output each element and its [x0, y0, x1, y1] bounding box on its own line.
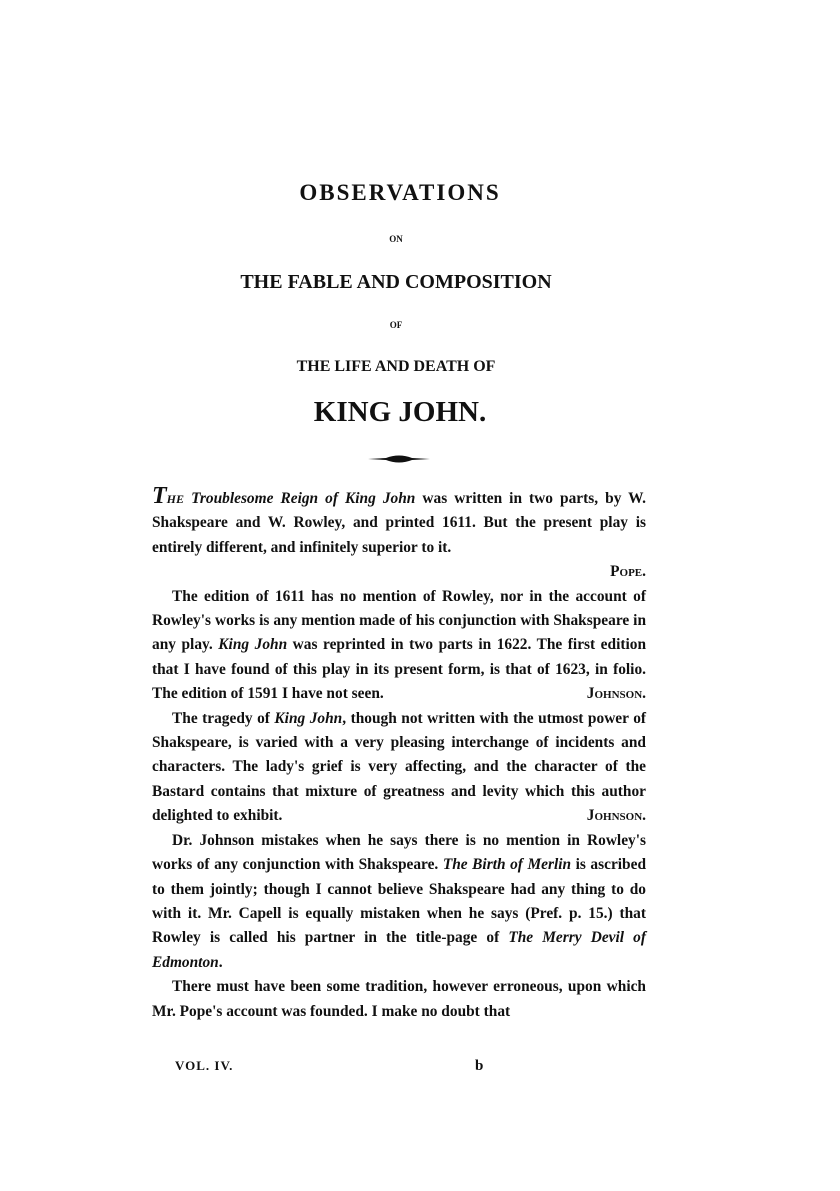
paragraph-5-text: There must have been some tradition, however erroneous, upon which Mr. Pope's account was founded. I make no doubt that: [152, 978, 646, 1020]
paragraph-3: [152, 707, 646, 829]
signature-pope: Pope.: [610, 563, 646, 581]
drop-cap-rest: HE: [166, 492, 185, 506]
paragraph-4-text-a: Dr. Johnson mistakes when he says there is no mention in Rowley's works of any conjunction with Shakspeare.: [152, 831, 646, 874]
italic-title: Troublesome Reign of King John: [191, 490, 416, 507]
paragraph-4: [152, 829, 646, 975]
signature-johnson-2: Johnson.: [586, 807, 646, 825]
paragraph-3-italic: King John: [274, 709, 343, 727]
ornament-rule-icon: [368, 452, 430, 466]
paragraph-3-text-b: , though not written with the utmost power of Shakspeare, is varied with a very pleasing interchange of incidents and characters. The lady's grief is very affecting, and the character of the Bastard contains that mixture of greatness and levity which this author delighted to exhibit.: [152, 709, 647, 825]
paragraph-5: [152, 975, 646, 1024]
heading-of: OF: [389, 320, 403, 330]
paragraph-4-italic-a: The Birth of Merlin: [442, 856, 572, 874]
paragraph-4-text-b: is ascribed to them jointly; though I cannot believe Shakspeare had any thing to do with it. Mr. Capell is equally mistaken when he says (Pref. p. 15.) that Rowley is called his partner in the title-page of: [152, 856, 647, 947]
paragraph-4-italic-b: The Merry Devil of Edmonton: [152, 929, 646, 971]
paragraph-4-text-c: .: [218, 953, 223, 971]
heading-on: ON: [389, 234, 403, 244]
paragraph-2-text-b: was reprinted in two parts in 1622. The first edition that I have found of this play in its present form, is that of 1623, in folio. The edition of 1591 I have not seen.: [152, 636, 647, 703]
text-body: [152, 484, 646, 1024]
drop-cap: T: [152, 483, 167, 509]
signature-johnson-1: Johnson.: [586, 685, 646, 703]
title-observations: OBSERVATIONS: [299, 180, 501, 205]
subtitle-fable-composition: THE FABLE AND COMPOSITION: [240, 271, 552, 293]
paragraph-2-italic: King John: [218, 636, 288, 654]
paragraph-1-text: was written in two parts, by W. Shakspeare and W. Rowley, and printed 1611. But the present play is entirely different, and infinitely superior to it.: [152, 490, 646, 556]
volume-label: VOL. IV.: [175, 1058, 234, 1073]
heading-life-death: THE LIFE AND DEATH OF: [296, 358, 496, 375]
paragraph-1: [152, 484, 646, 585]
heading-king-john: KING JOHN.: [313, 396, 487, 428]
paragraph-2-text-a: The edition of 1611 has no mention of Rowley, nor in the account of Rowley's works is any mention made of his conjunction with Shakspeare in any play.: [152, 587, 646, 654]
paragraph-2: [152, 585, 646, 707]
signature-mark: b: [475, 1058, 484, 1074]
paragraph-3-text-a: The tragedy of: [172, 709, 275, 727]
